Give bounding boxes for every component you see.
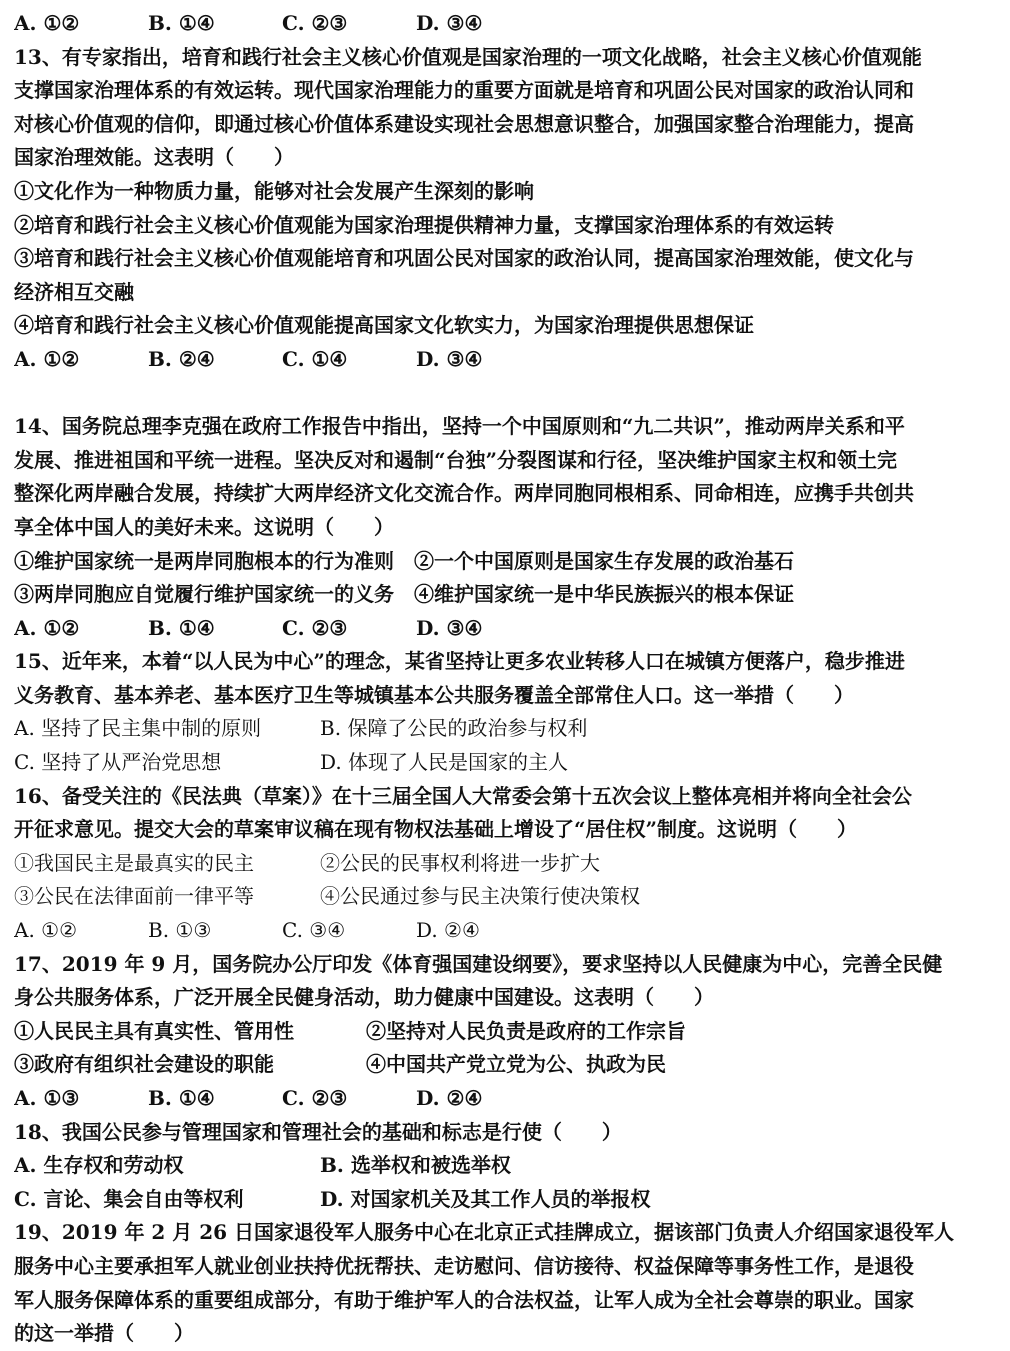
- q17-statement-1: ①人民民主具有真实性、管用性: [14, 1018, 294, 1043]
- q14-option-c[interactable]: C. ②③: [282, 615, 348, 640]
- q17-stem-line: 身公共服务体系，广泛开展全民健身活动，助力健康中国建设。这表明（ ）: [14, 985, 714, 1010]
- q15-stem-line: 义务教育、基本养老、基本医疗卫生等城镇基本公共服务覆盖全部常住人口。这一举措（ ）: [14, 682, 854, 707]
- q18-options-cd: [14, 1183, 1004, 1217]
- q12-option-c[interactable]: C. ②③: [282, 11, 348, 35]
- q14-option-b[interactable]: B. ①④: [148, 615, 215, 640]
- q15-option-c[interactable]: C. 坚持了从严治党思想: [14, 750, 222, 775]
- q17-statements-3-4: [14, 1048, 1004, 1082]
- q16-stem-line: 开征求意见。提交大会的草案审议稿在现有物权法基础上增设了“居住权”制度。这说明（ ）: [14, 817, 858, 842]
- q13-stem-line: 支撑国家治理体系的有效运转。现代国家治理能力的重要方面就是培育和巩固公民对国家的政治认同和: [14, 78, 914, 103]
- q16-options: [14, 914, 1004, 948]
- q17-option-c[interactable]: C. ②③: [282, 1086, 348, 1110]
- q17-statement-2: ②坚持对人民负责是政府的工作宗旨: [366, 1018, 686, 1043]
- q16-statement-4: ④公民通过参与民主决策行使决策权: [320, 884, 640, 909]
- q13-options: [14, 343, 1004, 377]
- q16-statement-3: ③公民在法律面前一律平等: [14, 884, 254, 909]
- q13-stem-line: 13、有专家指出，培育和践行社会主义核心价值观是国家治理的一项文化战略，社会主义核心价值观能: [14, 44, 922, 69]
- q15-option-d[interactable]: D. 体现了人民是国家的主人: [320, 750, 569, 775]
- q13-option-c[interactable]: C. ①④: [282, 346, 348, 371]
- q13-statement-1: ①文化作为一种物质力量，能够对社会发展产生深刻的影响: [14, 178, 534, 203]
- q15-stem-line: 15、近年来，本着“以人民为中心”的理念，某省坚持让更多农业转移人口在城镇方便落户，稳步推进: [14, 649, 905, 674]
- q14-statements-1-2: ①维护国家统一是两岸同胞根本的行为准则 ②一个中国原则是国家生存发展的政治基石: [14, 548, 794, 573]
- question-19: [14, 1216, 1004, 1350]
- blank-spacer: [14, 377, 1004, 411]
- q14-option-d[interactable]: D. ③④: [416, 615, 483, 640]
- q12-option-a[interactable]: A. ①②: [14, 11, 80, 35]
- q14-options: [14, 612, 1004, 646]
- q19-stem-line: 的这一举措（ ）: [14, 1321, 194, 1346]
- q19-stem-line: 服务中心主要承担军人就业创业扶持优抚帮扶、走访慰问、信访接待、权益保障等事务性工作，是退役: [14, 1253, 914, 1278]
- question-16: [14, 780, 1004, 948]
- q18-options-ab: [14, 1149, 1004, 1183]
- q14-stem-line: 整深化两岸融合发展，持续扩大两岸经济文化交流合作。两岸同胞同根相系、同命相连，应携手共创共: [14, 481, 914, 506]
- q13-statement-3: ③培育和践行社会主义核心价值观能培育和巩固公民对国家的政治认同，提高国家治理效能，使文化与: [14, 246, 914, 271]
- question-18: [14, 1116, 1004, 1217]
- q17-statement-3: ③政府有组织社会建设的职能: [14, 1052, 274, 1077]
- q19-stem-line: 19、2019 年 2 月 26 日国家退役军人服务中心在北京正式挂牌成立，据该部门负责人介绍国家退役军人: [14, 1220, 955, 1245]
- q14-statements-3-4: ③两岸同胞应自觉履行维护国家统一的义务 ④维护国家统一是中华民族振兴的根本保证: [14, 582, 794, 607]
- q16-stem-line: 16、备受关注的《民法典（草案）》在十三届全国人大常委会第十五次会议上整体亮相并将向全社会公: [14, 783, 912, 808]
- q13-statement-2: ②培育和践行社会主义核心价值观能为国家治理提供精神力量，支撑国家治理体系的有效运转: [14, 212, 834, 237]
- q13-statement-3-cont: 经济相互交融: [14, 279, 134, 304]
- q16-option-b[interactable]: B. ①③: [148, 918, 212, 943]
- q16-statements-1-2: [14, 847, 1004, 881]
- q16-option-d[interactable]: D. ②④: [416, 918, 480, 943]
- q13-statement-4: ④培育和践行社会主义核心价值观能提高国家文化软实力，为国家治理提供思想保证: [14, 313, 754, 338]
- q17-statements-1-2: [14, 1015, 1004, 1049]
- q19-stem-line: 军人服务保障体系的重要组成部分，有助于维护军人的合法权益，让军人成为全社会尊崇的职业。国家: [14, 1287, 914, 1312]
- q12-option-d[interactable]: D. ③④: [416, 11, 483, 35]
- q13-option-d[interactable]: D. ③④: [416, 346, 483, 371]
- q13-stem-line: 国家治理效能。这表明（ ）: [14, 145, 294, 170]
- q16-option-a[interactable]: A. ①②: [14, 918, 78, 943]
- q13-option-a[interactable]: A. ①②: [14, 346, 80, 371]
- exam-page: [14, 7, 1004, 1351]
- q18-option-d[interactable]: D. 对国家机关及其工作人员的举报权: [320, 1186, 651, 1211]
- q17-statement-4: ④中国共产党立党为公、执政为民: [366, 1052, 666, 1077]
- q18-option-a[interactable]: A. 生存权和劳动权: [14, 1153, 184, 1178]
- q16-option-c[interactable]: C. ③④: [282, 918, 346, 943]
- q13-option-b[interactable]: B. ②④: [148, 346, 215, 371]
- q14-stem-line: 发展、推进祖国和平统一进程。坚决反对和遏制“台独”分裂图谋和行径，坚决维护国家主权和领土完: [14, 447, 898, 472]
- q14-option-a[interactable]: A. ①②: [14, 615, 80, 640]
- q17-option-a[interactable]: A. ①③: [14, 1086, 80, 1110]
- q17-stem-line: 17、2019 年 9 月，国务院办公厅印发《体育强国建设纲要》，要求坚持以人民健康为中心，完善全民健: [14, 951, 943, 976]
- q12-options: [14, 7, 1004, 41]
- q17-option-d[interactable]: D. ②④: [416, 1086, 483, 1110]
- q18-stem: 18、我国公民参与管理国家和管理社会的基础和标志是行使（ ）: [14, 1119, 622, 1144]
- q12-option-b[interactable]: B. ①④: [148, 11, 215, 35]
- question-15: [14, 645, 1004, 779]
- q18-option-b[interactable]: B. 选举权和被选举权: [320, 1153, 511, 1178]
- question-13: [14, 41, 1004, 377]
- q17-options: [14, 1082, 1004, 1116]
- question-17: [14, 948, 1004, 1116]
- q14-stem-line: 享全体中国人的美好未来。这说明（ ）: [14, 514, 394, 539]
- q15-options-ab: [14, 712, 1004, 746]
- q15-option-b[interactable]: B. 保障了公民的政治参与权利: [320, 716, 588, 741]
- q15-option-a[interactable]: A. 坚持了民主集中制的原则: [14, 716, 262, 741]
- q17-option-b[interactable]: B. ①④: [148, 1086, 215, 1110]
- q15-options-cd: [14, 746, 1004, 780]
- q14-stem-line: 14、国务院总理李克强在政府工作报告中指出，坚持一个中国原则和“九二共识”，推动两岸关系和平: [14, 414, 905, 439]
- q18-option-c[interactable]: C. 言论、集会自由等权利: [14, 1186, 244, 1211]
- question-14: [14, 410, 1004, 645]
- q16-statement-1: ①我国民主是最真实的民主: [14, 850, 254, 875]
- q13-stem-line: 对核心价值观的信仰，即通过核心价值体系建设实现社会思想意识整合，加强国家整合治理能力，提高: [14, 111, 914, 136]
- q16-statement-2: ②公民的民事权利将进一步扩大: [320, 850, 600, 875]
- q16-statements-3-4: [14, 880, 1004, 914]
